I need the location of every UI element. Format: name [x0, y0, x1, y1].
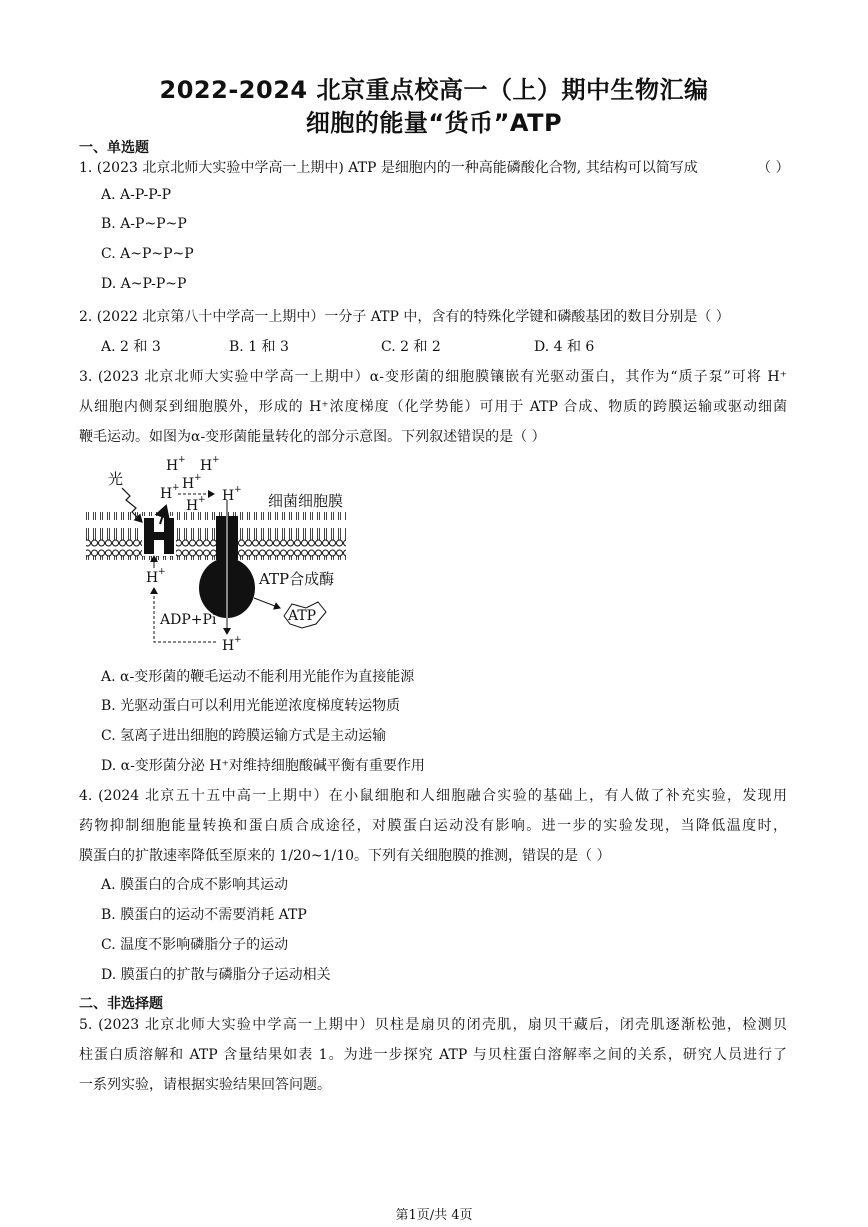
h-ion-label: H	[166, 458, 179, 474]
q1-answer-paren: （ ）	[757, 160, 790, 176]
q5-stem-line3: 一系列实验，请根据实验结果回答问题。	[79, 1077, 331, 1093]
q3-option-b: B. 光驱动蛋白可以利用光能逆浓度梯度转运物质	[101, 698, 401, 714]
q4-option-c: C. 温度不影响磷脂分子的运动	[101, 937, 289, 953]
q2-stem: 2. (2022 北京第八十中学高一上期中）一分子 ATP 中，含有的特殊化学键和磷酸基团的数目分别是（ ）	[79, 309, 730, 325]
q4-option-b: B. 膜蛋白的运动不需要消耗 ATP	[101, 907, 307, 923]
q1-stem: 1. (2023 北京北师大实验中学高一上期中) ATP 是细胞内的一种高能磷酸化合物, 其结构可以简写成	[79, 160, 698, 176]
q2-option-d: D. 4 和 6	[534, 339, 595, 355]
q3-stem-line2: 从细胞内侧泵到细胞膜外，形成的 H⁺浓度梯度（化学势能）可用于 ATP 合成、物质的跨膜运输或驱动细菌	[79, 399, 787, 415]
atp-label: ATP	[288, 608, 317, 624]
q5-stem-line2: 柱蛋白质溶解和 ATP 含量结果如表 1。为进一步探究 ATP 与贝柱蛋白溶解率之间的关系，研究人员进行了	[79, 1047, 787, 1063]
q2-option-b: B. 1 和 3	[229, 339, 289, 355]
q3-option-d: D. α-变形菌分泌 H⁺对维持细胞酸碱平衡有重要作用	[101, 758, 425, 774]
h-ion-charge: +	[194, 473, 202, 483]
q4-stem-line1: 4. (2024 北京五十五中高一上期中）在小鼠细胞和人细胞融合实验的基础上，有人做了补充实验，发现用	[79, 788, 787, 804]
membrane-label: 细菌细胞膜	[268, 492, 344, 510]
q4-stem-line3: 膜蛋白的扩散速率降低至原来的 1/20~1/10。下列有关细胞膜的推测，错误的是（ ）	[79, 848, 611, 864]
h-ion-charge: +	[212, 455, 220, 465]
h-ion-label: H	[160, 486, 173, 502]
q1-option-b: B. A-P~P~P	[101, 216, 187, 232]
h-ion-charge: +	[198, 495, 206, 505]
q5-stem-line1: 5. (2023 北京北师大实验中学高一上期中）贝柱是扇贝的闭壳肌，扇贝干藏后，闭壳肌逐渐松弛，检测贝	[79, 1017, 787, 1033]
q2-option-a: A. 2 和 3	[101, 339, 161, 355]
h-ion-charge: +	[234, 635, 242, 645]
q1-option-a: A. A-P-P-P	[101, 187, 172, 203]
h-ion-charge: +	[178, 455, 186, 465]
document-subtitle: 细胞的能量“货币”ATP	[305, 109, 563, 137]
synthase-label: ATP合成酶	[259, 570, 335, 588]
q1-option-c: C. A~P~P~P	[101, 246, 194, 262]
q3-stem-line1: 3. (2023 北京北师大实验中学高一上期中）α-变形菌的细胞膜镶嵌有光驱动蛋白，其作为“质子泵”可将 H⁺	[79, 369, 787, 385]
h-ion-label: H	[222, 488, 235, 504]
h-ion-label: H	[186, 498, 199, 514]
q4-stem-line2: 药物抑制细胞能量转换和蛋白质合成途径，对膜蛋白运动没有影响。进一步的实验发现，当降低温度时，	[79, 818, 787, 834]
h-ion-label: H	[200, 458, 213, 474]
q4-option-d: D. 膜蛋白的扩散与磷脂分子运动相关	[101, 967, 331, 983]
h-ion-label: H	[222, 638, 235, 654]
light-label: 光	[108, 470, 124, 488]
document-title: 2022-2024 北京重点校高一（上）期中生物汇编	[159, 76, 709, 104]
q1-option-d: D. A~P-P~P	[101, 276, 187, 292]
h-ion-charge: +	[158, 567, 166, 577]
h-ion-label: H	[146, 570, 159, 586]
q3-option-c: C. 氢离子进出细胞的跨膜运输方式是主动运输	[101, 728, 387, 744]
section-non-choice: 二、非选择题	[79, 996, 163, 1012]
q3-stem-line3: 鞭毛运动。如图为α-变形菌能量转化的部分示意图。下列叙述错误的是（ ）	[79, 429, 546, 445]
adp-label: ADP+Pi	[160, 612, 217, 628]
h-ion-charge: +	[234, 485, 242, 495]
q4-option-a: A. 膜蛋白的合成不影响其运动	[101, 877, 289, 893]
light-driven-protein	[142, 516, 176, 556]
atp-membrane-figure	[84, 452, 384, 660]
h-ion-label: H	[182, 476, 195, 492]
q2-option-c: C. 2 和 2	[381, 339, 441, 355]
q3-option-a: A. α-变形菌的鞭毛运动不能利用光能作为直接能源	[101, 669, 415, 685]
page-footer: 第1页/共 4页	[395, 1208, 473, 1223]
section-single-choice: 一、单选题	[79, 140, 149, 156]
h-ion-charge: +	[172, 483, 180, 493]
